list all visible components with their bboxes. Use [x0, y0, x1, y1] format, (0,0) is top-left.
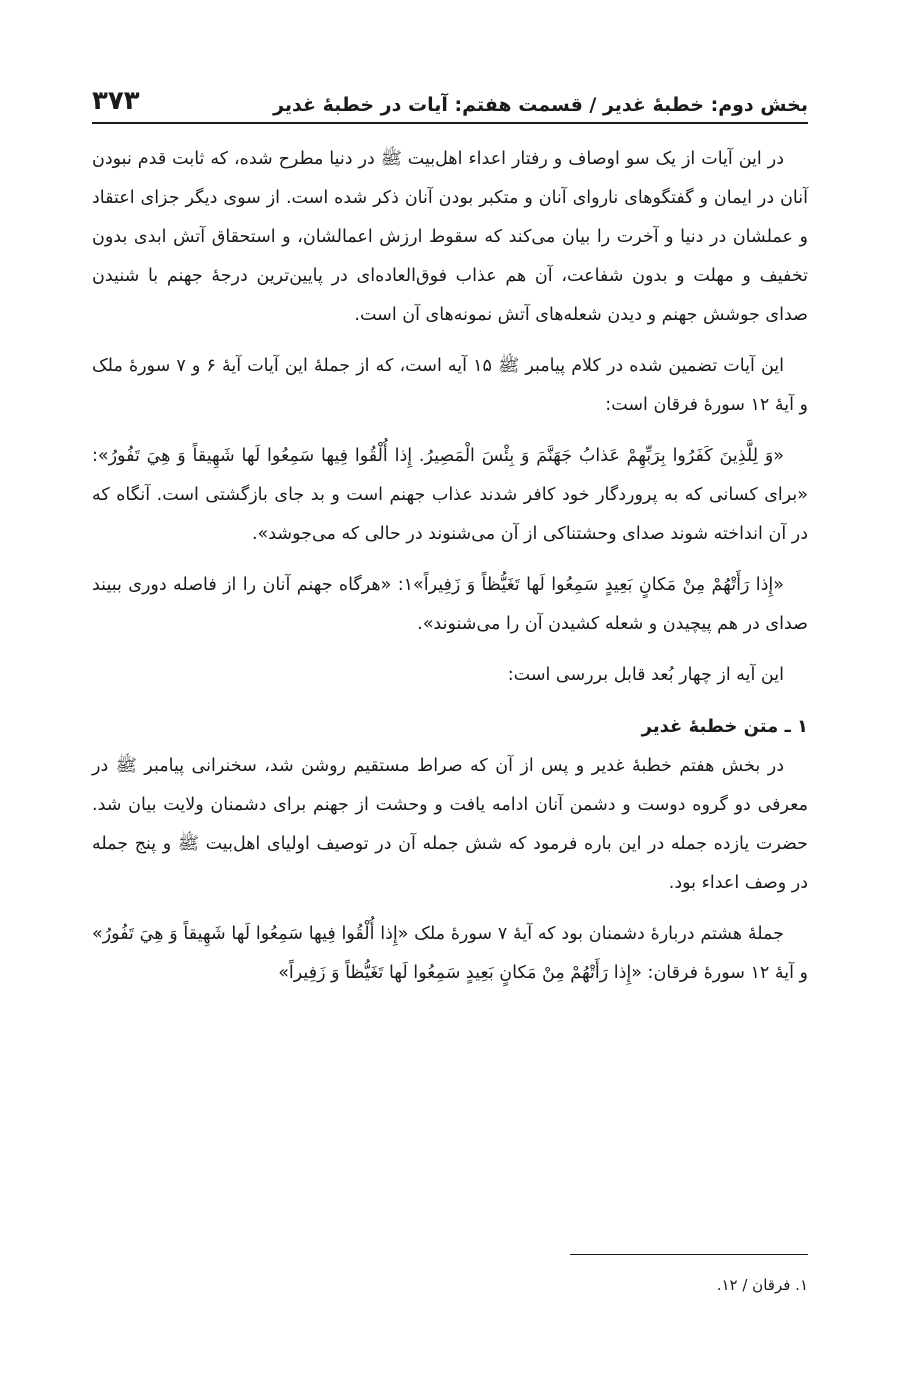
paragraph-quran-quote-1: «وَ لِلَّذِينَ كَفَرُوا بِرَبِّهِمْ عَذابُ جَهَنَّمَ وَ بِئْسَ الْمَصِيرُ. إِذا أُلْقُوا فِيها سَمِعُوا لَها شَهِيقاً وَ هِيَ تَفُورُ»: «برای کسانی که به پروردگار خود کافر شدند عذاب جهنم است و بد جای بازگشتی است. آنگاه که در آن انداخته شوند صدای وحشتناکی از آن می‌شنوند در حالی که می‌جوشد». — [92, 446, 808, 544]
paragraph-6: در بخش هفتم خطبهٔ غدیر و پس از آن که صراط مستقیم روشن شد، سخنرانی پیامبر ﷺ در معرفی دو گروه دوست و دشمن آنان ادامه یافت و وحشت از جهنم برای دشمنان ولایت بیان شد. حضرت یازده جمله در این باره فرمود که شش جمله آن در توصیف اولیای اهل‌بیت ﷺ و پنج جمله در وصف اعداء بود. — [92, 756, 808, 893]
running-header — [92, 70, 808, 124]
paragraph-quran-quote-2: «إِذا رَأَتْهُمْ مِنْ مَكانٍ بَعِيدٍ سَمِعُوا لَها تَغَيُّظاً وَ زَفِيراً»۱: «هرگاه جهنم آنان را از فاصله دوری ببیند صدای در هم پیچیدن و شعله کشیدن آن را می‌شنوند». — [92, 575, 808, 634]
page-body — [92, 140, 808, 1005]
paragraph-5: این آیه از چهار بُعد قابل بررسی است: — [507, 665, 784, 685]
page-number: ۳۷۳ — [92, 86, 140, 116]
paragraph-1: در این آیات از یک سو اوصاف و رفتار اعداء اهل‌بیت ﷺ در دنیا مطرح شده، که ثابت قدم نبودن آنان در ایمان و گفتگوهای ناروای آنان و متکبر بودن آنان ذکر شده است. از سوی دیگر جزای اعتقاد و عملشان در دنیا و آخرت را بیان می‌کند که سقوط ارزش اعمالشان، و استحقاق آتش ابدی بدون تخفیف و مهلت و بدون شفاعت، آن هم عذاب فوق‌العاده‌ای در پایین‌ترین درجهٔ جهنم با شنیدن صدای جوشش جهنم و دیدن شعله‌های آتش نمونه‌های آن است. — [92, 149, 808, 325]
footnote: ۱. فرقان / ۱۲. — [716, 1276, 808, 1294]
paragraph-2: این آیات تضمین شده در کلام پیامبر ﷺ ۱۵ آیه است، که از جملهٔ این آیات آیهٔ ۶ و ۷ سورهٔ ملک و آیهٔ ۱۲ سورهٔ فرقان است: — [92, 356, 808, 415]
book-page — [92, 0, 808, 1390]
paragraph-7: جملهٔ هشتم دربارهٔ دشمنان بود که آیهٔ ۷ سورهٔ ملک «إِذا أُلْقُوا فِيها سَمِعُوا لَها شَهِيقاً وَ هِيَ تَفُورُ» و آیهٔ ۱۲ سورهٔ فرقان: «إِذا رَأَتْهُمْ مِنْ مَكانٍ بَعِيدٍ سَمِعُوا لَها تَغَيُّظاً وَ زَفِيراً» — [92, 924, 808, 983]
section-heading: ۱ ـ متن خطبهٔ غدیر — [641, 716, 808, 737]
header-title: بخش دوم: خطبهٔ غدیر / قسمت هفتم: آیات در خطبهٔ غدیر — [273, 94, 808, 116]
footnote-divider — [570, 1254, 808, 1255]
